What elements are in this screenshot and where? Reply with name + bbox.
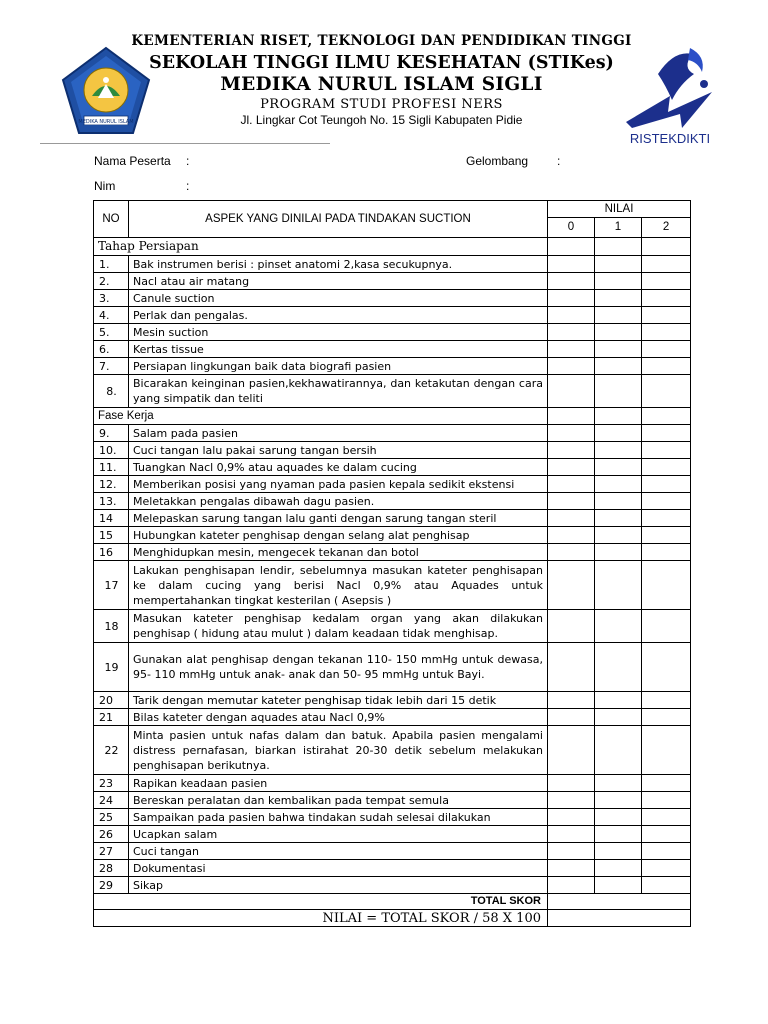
score-cell[interactable] [595, 375, 642, 408]
table-row [94, 860, 691, 877]
score-cell[interactable] [595, 341, 642, 358]
table-row [94, 843, 691, 860]
score-cell[interactable] [642, 561, 691, 610]
score-cell[interactable] [595, 324, 642, 341]
table-row [94, 442, 691, 459]
score-cell[interactable] [595, 775, 642, 792]
item-number: 8. [94, 375, 129, 408]
table-row [94, 290, 691, 307]
ministry-line: KEMENTERIAN RISET, TEKNOLOGI DAN PENDIDIKAN TINGGI [131, 33, 632, 49]
score-cell[interactable] [642, 459, 691, 476]
score-cell[interactable] [595, 692, 642, 709]
program-name: PROGRAM STUDI PROFESI NERS [260, 97, 503, 112]
item-number: 4. [94, 307, 129, 324]
item-number: 6. [94, 341, 129, 358]
score-cell[interactable] [642, 290, 691, 307]
table-row [94, 792, 691, 809]
batch-label: Gelombang [466, 154, 529, 168]
participant-name-colon: : [186, 154, 190, 168]
aspect-text: Persiapan lingkungan baik data biografi pasien [129, 358, 548, 375]
score-cell[interactable] [548, 238, 595, 256]
aspect-text: Menghidupkan mesin, mengecek tekanan dan botol [129, 544, 548, 561]
score-cell[interactable] [595, 425, 642, 442]
item-number: 24 [94, 792, 129, 809]
total-score-label: TOTAL SKOR [94, 894, 548, 910]
score-cell[interactable] [548, 843, 595, 860]
score-cell[interactable] [548, 726, 595, 775]
score-cell[interactable] [548, 643, 595, 692]
aspect-text: Ucapkan salam [129, 826, 548, 843]
item-number: 1. [94, 256, 129, 273]
final-score-formula: NILAI = TOTAL SKOR / 58 X 100 [94, 910, 548, 927]
score-cell[interactable] [642, 643, 691, 692]
table-row [94, 341, 691, 358]
aspect-text: Gunakan alat penghisap dengan tekanan 110- 150 mmHg untuk dewasa, 95- 110 mmHg untuk anak- anak dan 50- 95 mmHg untuk Bayi. [129, 643, 548, 692]
table-row [94, 493, 691, 510]
table-row [94, 459, 691, 476]
aspect-text: Melepaskan sarung tangan lalu ganti dengan sarung tangan steril [129, 510, 548, 527]
table-row [94, 307, 691, 324]
score-cell[interactable] [595, 290, 642, 307]
score-cell[interactable] [642, 860, 691, 877]
score-cell[interactable] [595, 493, 642, 510]
logo-caption: MEDIKA NURUL ISLAM [78, 119, 134, 125]
score-cell[interactable] [642, 425, 691, 442]
table-row [94, 425, 691, 442]
score-cell[interactable] [642, 476, 691, 493]
ristekdikti-logo [622, 44, 718, 148]
table-row [94, 510, 691, 527]
table-row [94, 375, 691, 408]
item-number: 12. [94, 476, 129, 493]
score-cell[interactable] [642, 726, 691, 775]
score-cell[interactable] [595, 256, 642, 273]
no-column-header: NO [94, 201, 129, 238]
score-cell[interactable] [548, 341, 595, 358]
score-cell[interactable] [548, 860, 595, 877]
score-cell[interactable] [642, 238, 691, 256]
table-row [94, 544, 691, 561]
aspect-text: Hubungkan kateter penghisap dengan selang alat penghisap [129, 527, 548, 544]
score-cell[interactable] [642, 358, 691, 375]
score-col-2: 2 [642, 218, 691, 238]
aspect-text: Minta pasien untuk nafas dalam dan batuk. Apabila pasien mengalami distress pernafasan, biarkan istirahat 20-30 detik sebelum melakukan penghisapan berikutnya. [129, 726, 548, 775]
score-cell[interactable] [595, 826, 642, 843]
score-cell[interactable] [548, 610, 595, 643]
item-number: 23 [94, 775, 129, 792]
aspect-text: Lakukan penghisapan lendir, sebelumnya masukan kateter penghisapan ke dalam cucing yang berisi Nacl 0,9% atau Aquades untuk mempertahankan tingkat kesterilan ( Asepsis ) [129, 561, 548, 610]
item-number: 3. [94, 290, 129, 307]
nim-label: Nim [94, 179, 116, 193]
score-cell[interactable] [595, 643, 642, 692]
score-cell[interactable] [595, 792, 642, 809]
table-row [94, 709, 691, 726]
table-row [94, 324, 691, 341]
item-number: 28 [94, 860, 129, 877]
score-cell[interactable] [595, 527, 642, 544]
score-cell[interactable] [595, 476, 642, 493]
table-row [94, 256, 691, 273]
score-cell[interactable] [548, 324, 595, 341]
score-cell[interactable] [548, 544, 595, 561]
section-row [94, 238, 691, 256]
score-col-1: 1 [595, 218, 642, 238]
item-number: 16 [94, 544, 129, 561]
score-cell[interactable] [548, 877, 595, 894]
score-cell[interactable] [595, 358, 642, 375]
score-cell[interactable] [548, 709, 595, 726]
score-cell[interactable] [595, 809, 642, 826]
table-row [94, 775, 691, 792]
score-cell[interactable] [548, 375, 595, 408]
aspect-text: Dokumentasi [129, 860, 548, 877]
aspect-text: Memberikan posisi yang nyaman pada pasien kepala sedikit ekstensi [129, 476, 548, 493]
table-row [94, 826, 691, 843]
aspect-text: Sampaikan pada pasien bahwa tindakan sudah selesai dilakukan [129, 809, 548, 826]
score-col-0: 0 [548, 218, 595, 238]
aspect-text: Mesin suction [129, 324, 548, 341]
table-row [94, 527, 691, 544]
header-divider [40, 143, 330, 144]
score-cell[interactable] [642, 775, 691, 792]
score-cell[interactable] [548, 290, 595, 307]
score-column-header: NILAI [548, 201, 691, 218]
score-cell[interactable] [548, 442, 595, 459]
table-row [94, 692, 691, 709]
item-number: 27 [94, 843, 129, 860]
score-cell[interactable] [642, 527, 691, 544]
item-number: 26 [94, 826, 129, 843]
aspect-text: Cuci tangan [129, 843, 548, 860]
item-number: 18 [94, 610, 129, 643]
score-cell[interactable] [595, 860, 642, 877]
total-score-cell[interactable] [548, 894, 691, 910]
suction-assessment-table [93, 200, 691, 927]
score-cell[interactable] [642, 843, 691, 860]
table-row [94, 273, 691, 290]
aspect-text: Bereskan peralatan dan kembalikan pada tempat semula [129, 792, 548, 809]
item-number: 11. [94, 459, 129, 476]
score-cell[interactable] [642, 324, 691, 341]
score-cell[interactable] [642, 408, 691, 425]
score-cell[interactable] [642, 341, 691, 358]
table-row [94, 643, 691, 692]
aspect-text: Bilas kateter dengan aquades atau Nacl 0,9% [129, 709, 548, 726]
item-number: 5. [94, 324, 129, 341]
score-cell[interactable] [595, 726, 642, 775]
aspect-text: Cuci tangan lalu pakai sarung tangan bersih [129, 442, 548, 459]
score-cell[interactable] [642, 877, 691, 894]
score-cell[interactable] [548, 273, 595, 290]
aspect-text: Tuangkan Nacl 0,9% atau aquades ke dalam cucing [129, 459, 548, 476]
score-cell[interactable] [642, 709, 691, 726]
score-cell[interactable] [548, 527, 595, 544]
score-cell[interactable] [548, 775, 595, 792]
score-cell[interactable] [595, 843, 642, 860]
ristekdikti-text: RISTEKDIKTI [629, 131, 711, 146]
score-cell[interactable] [595, 709, 642, 726]
letterhead [0, 0, 768, 150]
score-cell[interactable] [642, 792, 691, 809]
score-cell[interactable] [642, 256, 691, 273]
aspect-text: Canule suction [129, 290, 548, 307]
item-number: 15 [94, 527, 129, 544]
score-cell[interactable] [642, 493, 691, 510]
participant-name-label: Nama Peserta [94, 154, 171, 168]
score-cell[interactable] [548, 307, 595, 324]
item-number: 9. [94, 425, 129, 442]
table-row [94, 476, 691, 493]
score-cell[interactable] [642, 809, 691, 826]
score-cell[interactable] [595, 307, 642, 324]
score-cell[interactable] [595, 561, 642, 610]
score-cell[interactable] [548, 425, 595, 442]
aspect-text: Bicarakan keinginan pasien,kekhawatirannya, dan ketakutan dengan cara yang simpatik dan teliti [129, 375, 548, 408]
formula-row [94, 910, 691, 927]
score-cell[interactable] [595, 459, 642, 476]
section-work-title: Fase Kerja [94, 408, 548, 425]
item-number: 7. [94, 358, 129, 375]
score-cell[interactable] [548, 493, 595, 510]
score-cell[interactable] [548, 792, 595, 809]
score-cell[interactable] [595, 510, 642, 527]
table-row [94, 877, 691, 894]
item-number: 17 [94, 561, 129, 610]
score-cell[interactable] [642, 826, 691, 843]
table-row [94, 726, 691, 775]
table-row [94, 561, 691, 610]
item-number: 19 [94, 643, 129, 692]
score-cell[interactable] [595, 877, 642, 894]
score-cell[interactable] [548, 561, 595, 610]
batch-colon: : [557, 154, 561, 168]
score-cell[interactable] [595, 273, 642, 290]
score-cell[interactable] [642, 273, 691, 290]
aspect-text: Meletakkan pengalas dibawah dagu pasien. [129, 493, 548, 510]
item-number: 13. [94, 493, 129, 510]
item-number: 2. [94, 273, 129, 290]
score-cell[interactable] [595, 238, 642, 256]
section-prep-title: Tahap Persiapan [94, 238, 548, 256]
score-cell[interactable] [595, 442, 642, 459]
aspect-text: Tarik dengan memutar kateter penghisap tidak lebih dari 15 detik [129, 692, 548, 709]
item-number: 21 [94, 709, 129, 726]
item-number: 22 [94, 726, 129, 775]
item-number: 10. [94, 442, 129, 459]
aspect-text: Bak instrumen berisi : pinset anatomi 2,kasa secukupnya. [129, 256, 548, 273]
aspect-text: Rapikan keadaan pasien [129, 775, 548, 792]
score-cell[interactable] [548, 476, 595, 493]
score-cell[interactable] [642, 442, 691, 459]
item-number: 29 [94, 877, 129, 894]
table-row [94, 358, 691, 375]
final-score-cell[interactable] [548, 910, 691, 927]
item-number: 20 [94, 692, 129, 709]
score-cell[interactable] [548, 358, 595, 375]
aspect-text: Kertas tissue [129, 341, 548, 358]
score-cell[interactable] [642, 544, 691, 561]
table-row [94, 610, 691, 643]
section-row [94, 408, 691, 425]
score-cell[interactable] [548, 459, 595, 476]
aspect-text: Perlak dan pengalas. [129, 307, 548, 324]
aspect-text: Sikap [129, 877, 548, 894]
school-name: MEDIKA NURUL ISLAM SIGLI [220, 74, 543, 95]
score-cell[interactable] [548, 826, 595, 843]
aspect-column-header: ASPEK YANG DINILAI PADA TINDAKAN SUCTION [129, 201, 548, 238]
aspect-text: Salam pada pasien [129, 425, 548, 442]
score-cell[interactable] [595, 408, 642, 425]
item-number: 25 [94, 809, 129, 826]
score-cell[interactable] [548, 692, 595, 709]
score-cell[interactable] [595, 544, 642, 561]
aspect-text: Nacl atau air matang [129, 273, 548, 290]
table-row [94, 809, 691, 826]
score-cell[interactable] [595, 610, 642, 643]
score-cell[interactable] [642, 375, 691, 408]
score-cell[interactable] [642, 510, 691, 527]
total-row [94, 894, 691, 910]
item-number: 14 [94, 510, 129, 527]
score-cell[interactable] [548, 256, 595, 273]
aspect-text: Masukan kateter penghisap kedalam organ yang akan dilakukan penghisap ( hidung atau mulut ) dalam keadaan tidak menghisap. [129, 610, 548, 643]
score-cell[interactable] [642, 692, 691, 709]
score-cell[interactable] [548, 809, 595, 826]
school-address: Jl. Lingkar Cot Teungoh No. 15 Sigli Kabupaten Pidie [240, 113, 523, 127]
score-cell[interactable] [642, 307, 691, 324]
school-type-line: SEKOLAH TINGGI ILMU KESEHATAN (STIKes) [149, 53, 614, 73]
score-cell[interactable] [548, 408, 595, 425]
score-cell[interactable] [548, 510, 595, 527]
score-cell[interactable] [642, 610, 691, 643]
nim-colon: : [186, 179, 190, 193]
